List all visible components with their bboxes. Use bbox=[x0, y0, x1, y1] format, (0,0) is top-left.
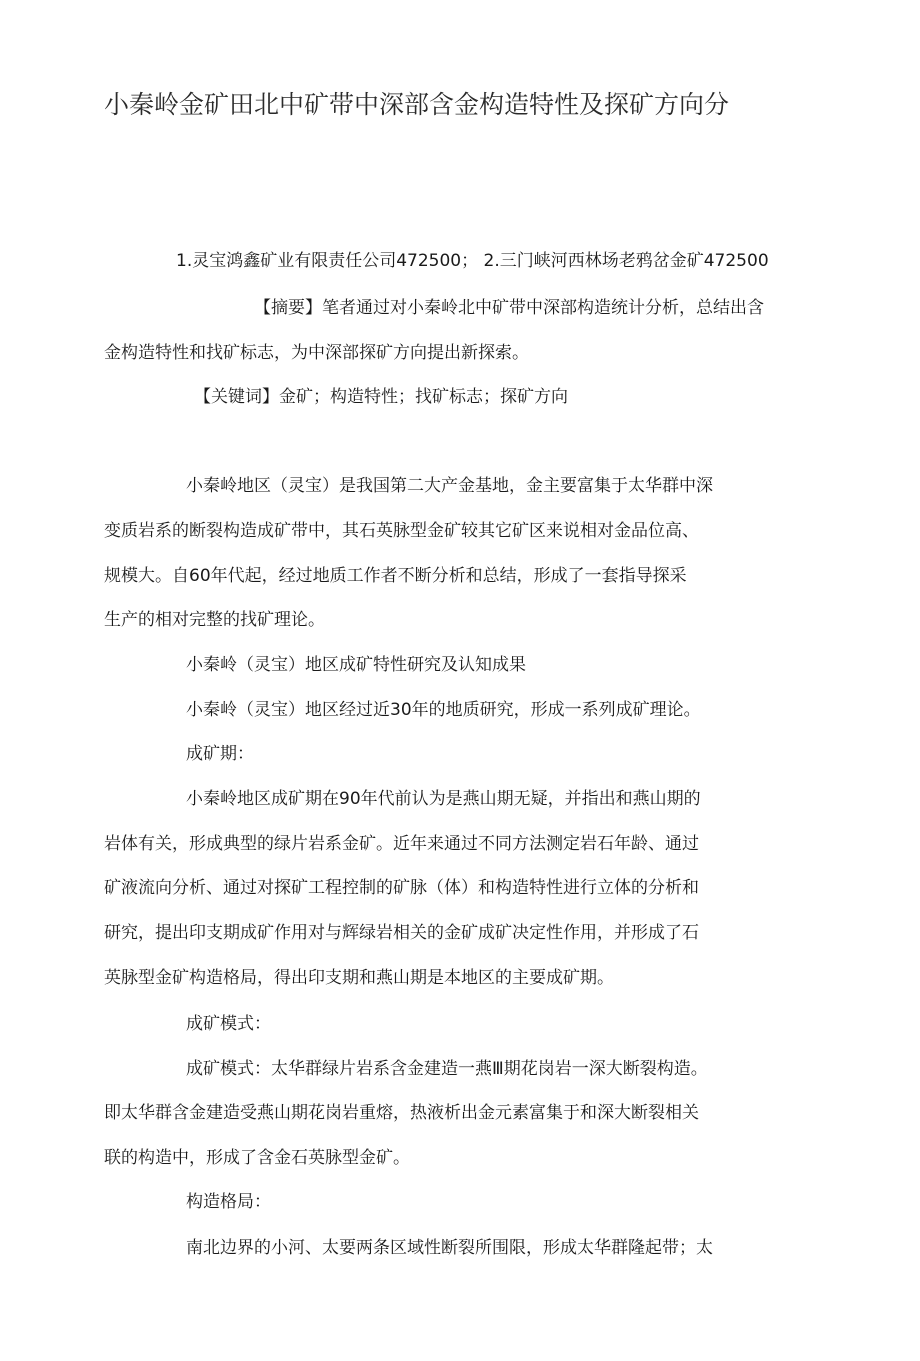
body-line: 联的构造中，形成了含金石英脉型金矿。 bbox=[104, 1148, 410, 1168]
keywords-line: 【关键词】金矿；构造特性；找矿标志；探矿方向 bbox=[194, 387, 568, 407]
body-line: 小秦岭（灵宝）地区经过近30年的地质研究，形成一系列成矿理论。 bbox=[186, 700, 701, 720]
body-line: 南北边界的小河、太要两条区域性断裂所围限，形成太华群隆起带；太 bbox=[186, 1238, 713, 1258]
section-heading: 小秦岭（灵宝）地区成矿特性研究及认知成果 bbox=[186, 655, 526, 675]
document-title: 小秦岭金矿田北中矿带中深部含金构造特性及探矿方向分 bbox=[104, 90, 730, 119]
body-line: 矿液流向分析、通过对探矿工程控制的矿脉（体）和构造特性进行立体的分析和 bbox=[104, 878, 699, 898]
subsection-heading: 构造格局： bbox=[186, 1192, 271, 1212]
body-line: 英脉型金矿构造格局，得出印支期和燕山期是本地区的主要成矿期。 bbox=[104, 968, 614, 988]
body-line: 规模大。自60年代起，经过地质工作者不断分析和总结，形成了一套指导探采 bbox=[104, 566, 687, 586]
body-line: 变质岩系的断裂构造成矿带中，其石英脉型金矿较其它矿区来说相对金品位高、 bbox=[104, 521, 699, 541]
body-line: 成矿模式：太华群绿片岩系含金建造一燕Ⅲ期花岗岩一深大断裂构造。 bbox=[186, 1059, 708, 1079]
body-line: 即太华群含金建造受燕山期花岗岩重熔，热液析出金元素富集于和深大断裂相关 bbox=[104, 1103, 699, 1123]
author-affiliations: 1.灵宝鸿鑫矿业有限责任公司472500； 2.三门峡河西林场老鸦岔金矿472500 bbox=[176, 251, 769, 271]
body-line: 小秦岭地区（灵宝）是我国第二大产金基地，金主要富集于太华群中深 bbox=[186, 476, 713, 496]
body-line: 研究，提出印支期成矿作用对与辉绿岩相关的金矿成矿决定性作用，并形成了石 bbox=[104, 923, 699, 943]
abstract-line: 【摘要】笔者通过对小秦岭北中矿带中深部构造统计分析，总结出含 bbox=[254, 298, 764, 318]
abstract-line: 金构造特性和找矿标志，为中深部探矿方向提出新探索。 bbox=[104, 343, 529, 363]
body-line: 岩体有关，形成典型的绿片岩系金矿。近年来通过不同方法测定岩石年龄、通过 bbox=[104, 834, 699, 854]
body-line: 生产的相对完整的找矿理论。 bbox=[104, 610, 325, 630]
body-line: 小秦岭地区成矿期在90年代前认为是燕山期无疑，并指出和燕山期的 bbox=[186, 789, 701, 809]
subsection-heading: 成矿期： bbox=[186, 744, 254, 764]
subsection-heading: 成矿模式： bbox=[186, 1014, 271, 1034]
